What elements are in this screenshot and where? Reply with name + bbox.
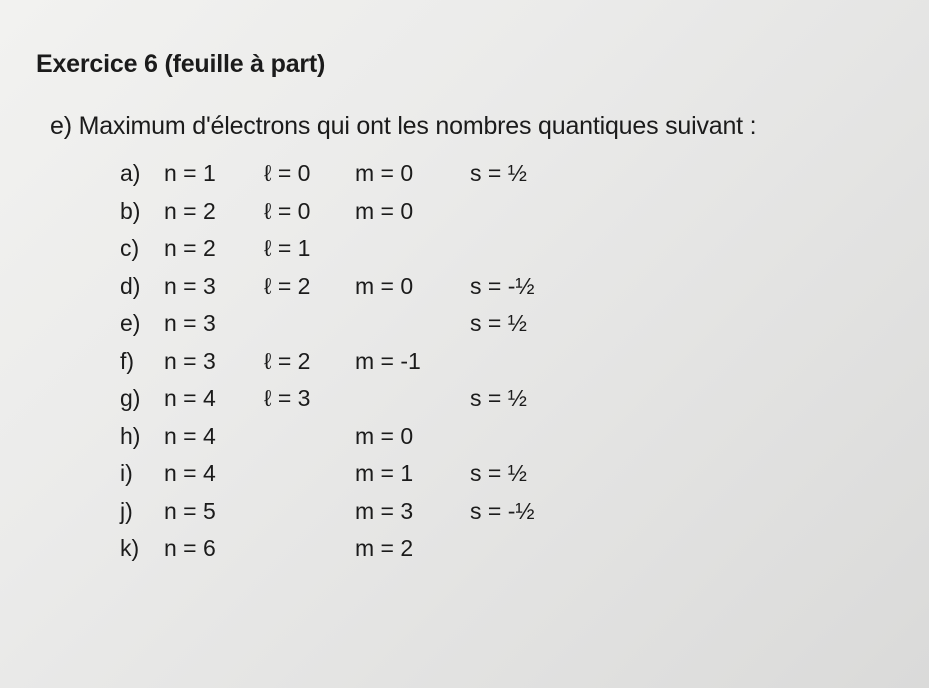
item-label: f) <box>120 347 135 374</box>
n-value: n = 4 <box>164 460 216 486</box>
s-value: s = ½ <box>470 460 527 486</box>
l-value: ℓ = 2 <box>264 272 311 299</box>
s-value: s = -½ <box>470 497 535 524</box>
item-label: e) <box>120 310 141 336</box>
n-value: n = 5 <box>164 497 216 524</box>
m-value: m = 2 <box>355 535 414 561</box>
list-item <box>0 198 700 236</box>
n-value: n = 2 <box>164 197 216 224</box>
s-value: s = ½ <box>470 160 527 186</box>
list-item <box>0 235 700 273</box>
item-label: j) <box>120 497 133 524</box>
n-value: n = 4 <box>164 422 216 449</box>
n-value: n = 6 <box>164 535 216 561</box>
l-value: ℓ = 0 <box>264 197 311 224</box>
s-value: s = -½ <box>470 272 535 299</box>
exercise-title: Exercice 6 (feuille à part) <box>36 50 326 78</box>
list-item <box>0 423 700 461</box>
list-item <box>0 385 700 423</box>
list-item <box>0 460 700 498</box>
list-item <box>0 310 700 348</box>
list-item <box>0 535 700 573</box>
item-label: g) <box>120 385 141 411</box>
question-text: e) Maximum d'électrons qui ont les nombres quantiques suivant : <box>50 112 757 140</box>
quantum-numbers-list <box>0 160 700 573</box>
m-value: m = 0 <box>355 197 414 224</box>
item-label: i) <box>120 460 133 486</box>
n-value: n = 1 <box>164 160 216 186</box>
list-item <box>0 348 700 386</box>
list-item <box>0 498 700 536</box>
list-item <box>0 160 700 198</box>
m-value: m = 0 <box>355 160 414 186</box>
n-value: n = 3 <box>164 272 216 299</box>
item-label: c) <box>120 235 140 261</box>
n-value: n = 3 <box>164 310 216 336</box>
m-value: m = 1 <box>355 460 414 486</box>
item-label: b) <box>120 197 141 224</box>
n-value: n = 4 <box>164 385 216 411</box>
item-label: k) <box>120 535 140 561</box>
item-label: a) <box>120 160 141 186</box>
l-value: ℓ = 0 <box>264 160 311 186</box>
s-value: s = ½ <box>470 385 527 411</box>
m-value: m = 0 <box>355 272 414 299</box>
n-value: n = 2 <box>164 235 216 261</box>
s-value: s = ½ <box>470 310 527 336</box>
list-item <box>0 273 700 311</box>
item-label: h) <box>120 422 141 449</box>
m-value: m = 3 <box>355 497 414 524</box>
l-value: ℓ = 1 <box>264 235 311 261</box>
m-value: m = 0 <box>355 422 414 449</box>
l-value: ℓ = 2 <box>264 347 311 374</box>
m-value: m = -1 <box>355 347 421 374</box>
n-value: n = 3 <box>164 347 216 374</box>
item-label: d) <box>120 272 141 299</box>
l-value: ℓ = 3 <box>264 385 311 411</box>
